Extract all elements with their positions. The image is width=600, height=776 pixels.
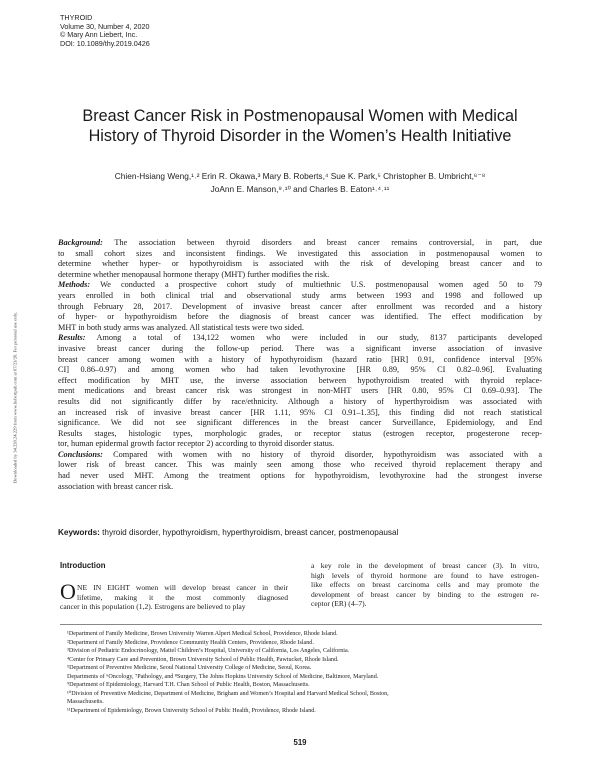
- abstract-line: years enrolled in both clinical trial and observational study arms between 1993 and 1998 and followed up: [58, 290, 542, 300]
- intro-left-column: [60, 579, 288, 612]
- footnote: ¹¹Department of Epidemiology, Brown University School of Public Health, Providence, Rhode Island.: [67, 707, 316, 714]
- authors-line-1: Chien-Hsiang Weng,¹˒² Erin R. Okawa,³ Mary B. Roberts,⁴ Sue K. Park,⁵ Christopher B. Umbricht,⁶⁻⁸: [114, 171, 486, 181]
- journal-volume: Volume 30, Number 4, 2020: [60, 21, 150, 31]
- footnote: ⁴Center for Primary Care and Prevention, Brown University School of Public Health, Pawtucket, Rhode Island.: [67, 656, 339, 663]
- abstract-line: significance. We did not see significant differences in the breast cancer Surveillance, Epidemiology, and End: [58, 418, 542, 428]
- journal-name: THYROID: [60, 13, 93, 22]
- abstract-line: association with breast cancer risk.: [58, 481, 174, 491]
- abstract-line: determine whether menopausal hormone therapy (MHT) further modifies the risk.: [58, 269, 330, 279]
- abstract-line: of hyper- or hypothyroidism before the diagnosis of breast cancer was identified. The effect modification by: [58, 312, 542, 322]
- abstract-line: Methods: We conducted a prospective cohort study of multiethnic U.S. postmenopausal women aged 50 to 79: [58, 280, 542, 290]
- download-notice: Downloaded by 34.228.24.229 from www.liebertpub.com at 07/23/20. For personal use only.: [12, 311, 18, 484]
- footnote: ³Division of Pediatric Endocrinology, Mattel Children’s Hospital, University of California, Los Angeles, California.: [67, 648, 350, 654]
- abstract-line: Results stages, histologic types, morphologic grades, or receptor status (estrogen receptor, progesterone recep-: [58, 428, 542, 438]
- authors-line-2: JoAnn E. Manson,⁹˒¹⁰ and Charles B. Eaton¹˒⁴˒¹¹: [210, 183, 390, 194]
- abstract-line: had never used MHT. Among the treatment options for hypothyroidism, levothyroxine had the strongest inverse: [58, 471, 542, 481]
- download-sidebar: [8, 250, 18, 550]
- intro-line: like effects on breast carcinoma cells and may promote the: [311, 580, 539, 590]
- footnote: Departments of ⁶Oncology, ⁷Pathology, and ⁸Surgery, The Johns Hopkins University School of Medicine, Baltimore, Maryland.: [67, 673, 379, 680]
- abstract-line: results did not significantly differ by race/ethnicity. Although a history of hyperthyroidism was associated with: [58, 396, 542, 406]
- abstract-line: effect modification by MHT use, the inverse association between hypothyroidism treated with thyroid replace-: [58, 375, 542, 385]
- abstract-line: MHT in both study arms was analyzed. All statistical tests were two sided.: [58, 322, 304, 332]
- article-title: [40, 106, 560, 146]
- footnote: Massachusetts.: [67, 699, 104, 705]
- background-heading: Background:: [58, 238, 103, 247]
- intro-line: cancer in this population (1,2). Estrogens are believed to play: [60, 602, 246, 612]
- title-line-1: Breast Cancer Risk in Postmenopausal Women with Medical: [82, 107, 518, 125]
- abstract-line: lower risk of breast cancer. This was mainly seen among those who received thyroid replacement therapy and: [58, 460, 542, 470]
- introduction-heading: Introduction: [60, 561, 106, 570]
- keywords-heading: Keywords:: [58, 528, 100, 537]
- footnote-divider: [60, 624, 542, 625]
- abstract-line: to small cohort sizes and inconsistent findings. We investigated this association in postmenopausal women to: [58, 248, 542, 258]
- footnote: ¹⁰Division of Preventive Medicine, Department of Medicine, Brigham and Women’s Hospital and Harvard Medical School, Boston,: [67, 690, 389, 697]
- results-heading: Results:: [58, 333, 86, 343]
- footnote: ⁵Department of Preventive Medicine, Seoul National University College of Medicine, Seoul, Korea.: [67, 665, 312, 671]
- page-number: 519: [293, 738, 307, 747]
- drop-cap: O: [60, 579, 76, 604]
- abstract-line: CI] 0.86–0.97) and among women who had taken levothyroxine [HR 0.89, 95% CI 0.82–0.96]. Evaluating: [58, 365, 542, 375]
- footnote: ²Department of Family Medicine, Providence Community Health Centers, Providence, Rhode Island.: [67, 639, 314, 646]
- intro-line: high levels of thyroid hormone are found to have estrogen-: [311, 570, 539, 580]
- abstract: [58, 238, 542, 492]
- keywords: [58, 528, 542, 538]
- conclusions-heading: Conclusions:: [58, 449, 103, 459]
- intro-line: NE IN EIGHT women will develop breast cancer in their: [77, 583, 288, 592]
- footnote: ⁹Department of Epidemiology, Harvard T.H. Chan School of Public Health, Boston, Massachusetts.: [67, 682, 310, 688]
- intro-line: a key role in the development of breast cancer (3). In vitro,: [311, 561, 539, 570]
- abstract-line: Results: Among a total of 134,122 women who were included in our study, 8137 participants developed: [58, 333, 542, 343]
- author-list: [40, 170, 560, 195]
- abstract-line: Conclusions: Compared with women with no history of thyroid disorder, hypothyroidism was associated with a: [58, 449, 543, 459]
- abstract-line: breast cancer among women with a history of hypothyroidism (hazard ratio [HR] 0.91, confidence interval [95%: [58, 354, 542, 364]
- affiliation-footnotes: [60, 630, 542, 715]
- abstract-line: through February 28, 2017. Development of invasive breast cancer after enrollment was recorded and a history: [58, 301, 542, 311]
- abstract-line: an increased risk of invasive breast cancer [HR 1.11, 95% CI 0.91–1.35], this finding did not reach statistical: [58, 407, 542, 417]
- footnote: ¹Department of Family Medicine, Brown University Warren Alpert Medical School, Providence, Rhode Island.: [67, 631, 338, 637]
- abstract-line: invasive breast cancer during the follow-up period. There was a significant inverse association of invasive: [58, 343, 542, 353]
- intro-line: ceptor (ER) (4–7).: [311, 599, 367, 609]
- journal-copyright: © Mary Ann Liebert, Inc.: [60, 30, 138, 40]
- journal-doi[interactable]: DOI: 10.1089/thy.2019.0426: [60, 38, 150, 48]
- abstract-line: determine whether hyper- or hypothyroidism is associated with the risk of developing breast cancer and to: [58, 259, 542, 269]
- abstract-line: ment medications and breast cancer risk was strongest in non-MHT users [HR 0.80, 95% CI 0.69–0.93]. The: [58, 386, 542, 396]
- keywords-text: thyroid disorder, hypothyroidism, hyperthyroidism, breast cancer, postmenopausal: [102, 528, 399, 537]
- journal-info: [60, 14, 150, 48]
- intro-line: lifetime, making it the most commonly diagnosed: [77, 592, 288, 602]
- methods-heading: Methods:: [58, 280, 91, 290]
- abstract-line: tor, human epidermal growth factor receptor 2) according to thyroid disorder status.: [58, 439, 335, 449]
- abstract-line: Background: The association between thyroid disorders and breast cancer remains controversial, in part, due: [58, 238, 542, 247]
- intro-right-column: [311, 561, 539, 609]
- intro-line: development of breast cancer by binding to the estrogen re-: [311, 589, 539, 599]
- title-line-2: History of Thyroid Disorder in the Women’s Health Initiative: [88, 127, 512, 145]
